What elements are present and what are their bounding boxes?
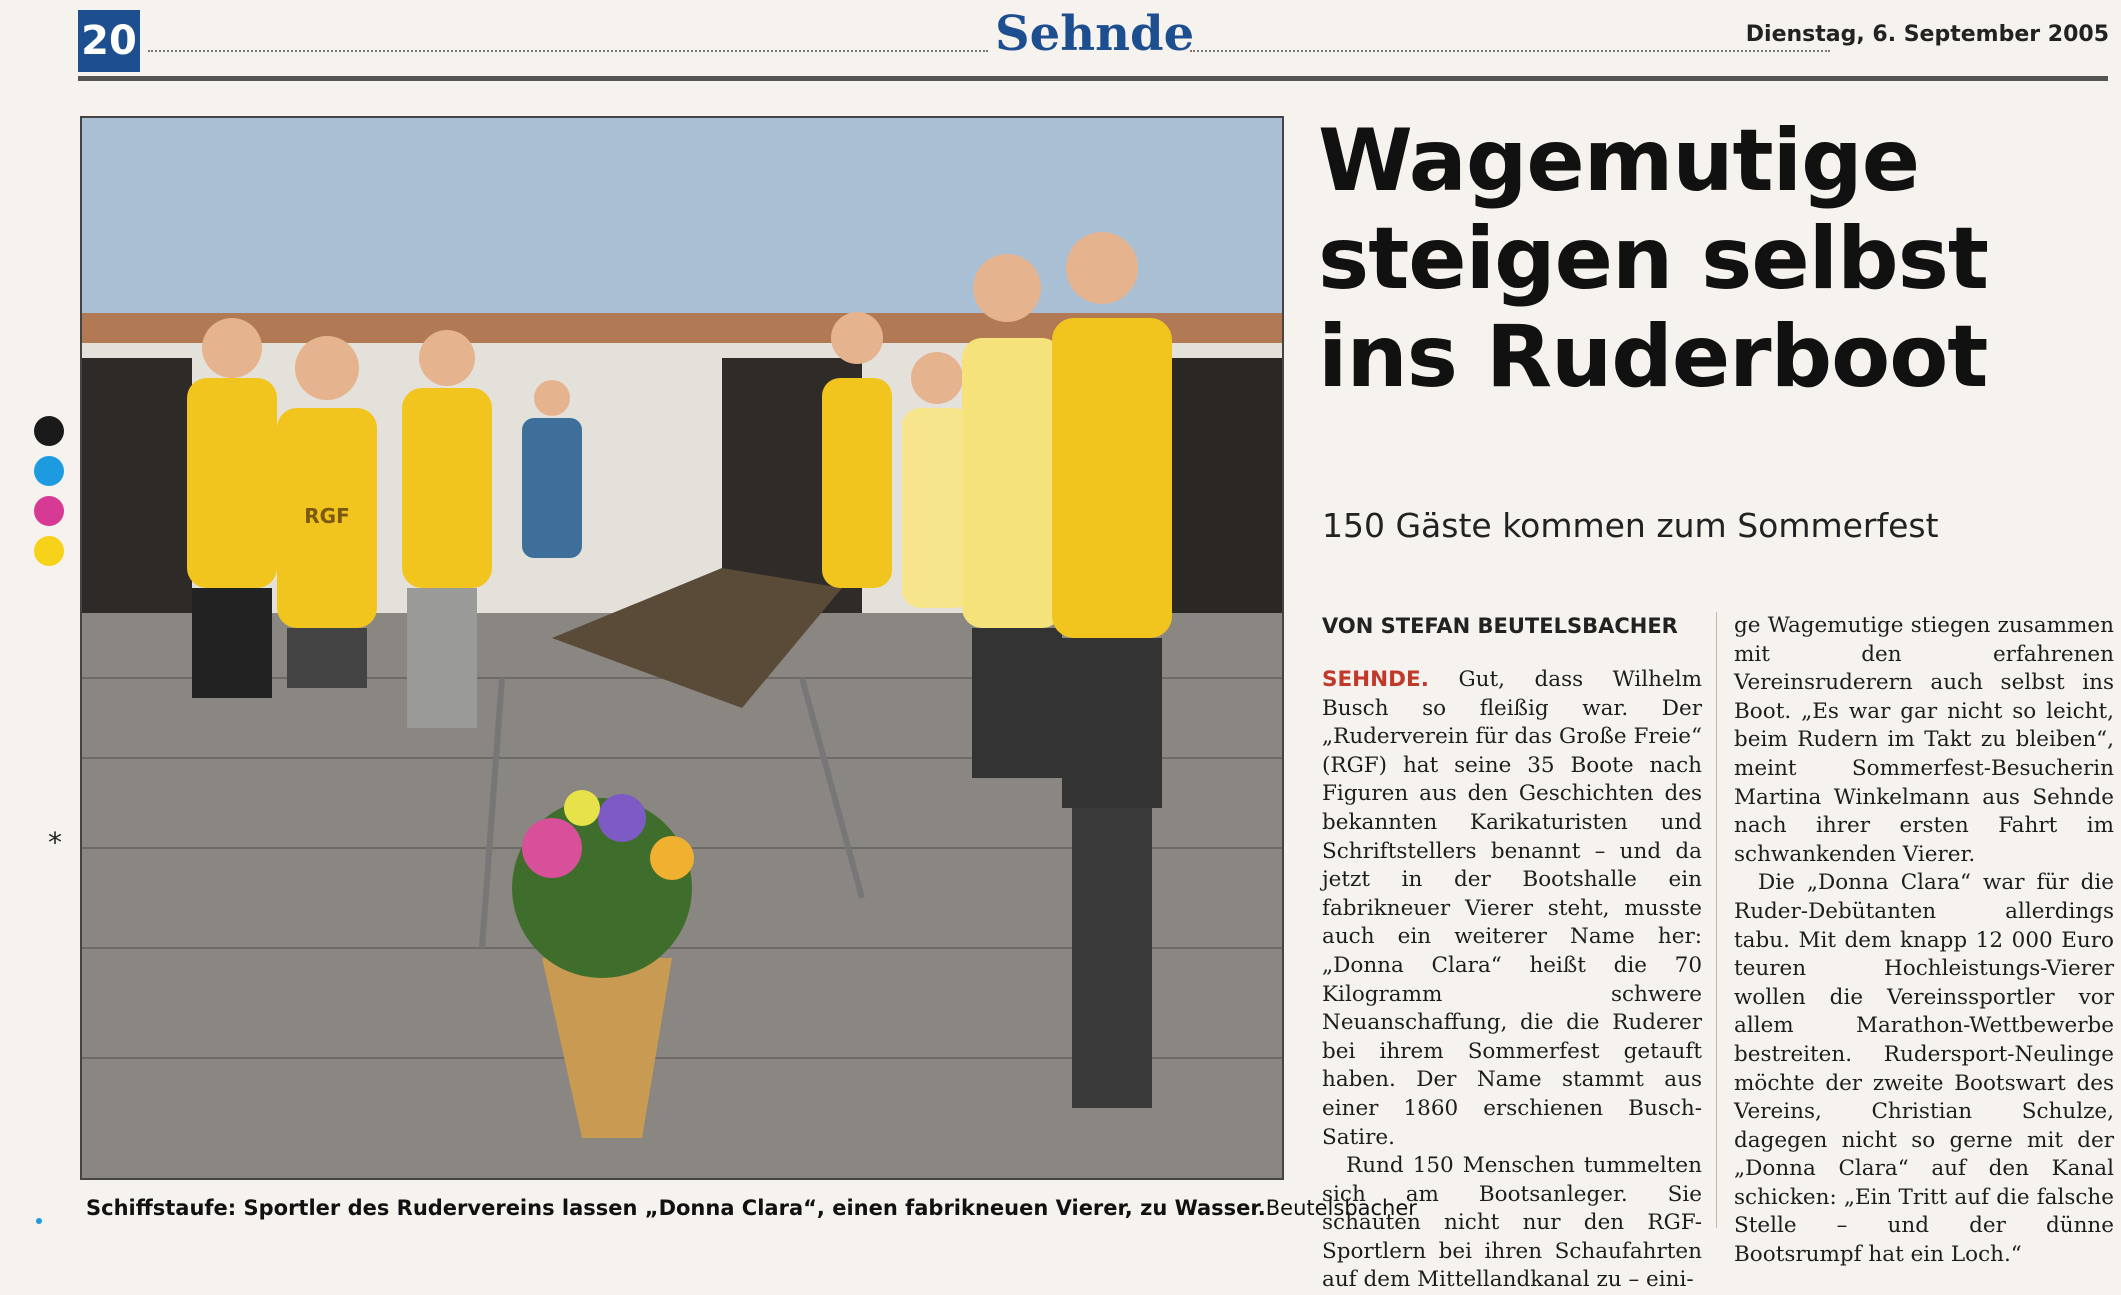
star-mark: * — [48, 826, 62, 859]
shirt-logo-text: RGF — [304, 504, 350, 528]
dateline: SEHNDE. — [1322, 667, 1429, 692]
headline — [1318, 112, 2098, 406]
article-paragraph-1 — [1322, 666, 1702, 1152]
flower-pink — [522, 818, 582, 878]
registration-dot — [36, 1218, 42, 1224]
flower-orange — [650, 836, 694, 880]
article-paragraph-3: ge Wagemutige stiegen zusammen mit den erfahrenen Vereinsruderern auch selbst ins Boot. „Es war gar nicht so leicht, beim Rudern im Takt zu bleiben“, meint Sommerfest-Besucherin Martina Winkelmann aus Sehnde nach ihrer ersten Fahrt im schwankenden Vierer. — [1734, 613, 2114, 867]
header-dotted-rule-right — [1190, 50, 1830, 52]
flower-violet — [598, 794, 646, 842]
byline: VON STEFAN BEUTELSBACHER — [1322, 614, 1678, 638]
registration-mark-cyan — [34, 456, 64, 486]
photo-credit: Beutelsbacher — [1265, 1196, 1417, 1220]
header-rule — [78, 76, 2108, 81]
page-number: 20 — [78, 10, 140, 72]
registration-mark-yellow — [34, 536, 64, 566]
article-paragraph-4: Die „Donna Clara“ war für die Ruder-Debütanten allerdings tabu. Mit dem knapp 12 000 Euro teuren Hochleistungs-Vierer wollen die Vereinssportler vor allem Marathon-Wettbewerbe bestreiten. Rudersport-Neulinge möchte der zweite Bootswart des Vereins, Christian Schulze, dagegen nicht so gerne mit der „Donna Clara“ auf den Kanal schicken: „Ein Tritt auf die falsche Stelle – und der dünne Bootsrumpf hat ein Loch.“ — [1734, 870, 2114, 1268]
photo-illustration — [82, 118, 1282, 1178]
article-photo — [80, 116, 1284, 1180]
headline-line-2: steigen selbst — [1318, 209, 1989, 309]
column-divider — [1716, 612, 1717, 1228]
photo-caption: Schiffstaufe: Sportler des Rudervereins lassen „Donna Clara“, einen fabrikneuen Vierer, zu Wasser. — [86, 1196, 1266, 1220]
article-paragraph-2: Rund 150 Menschen tummelten sich am Bootsanleger. Sie schauten nicht nur den RGF-Sportlern bei ihren Schaufahrten auf dem Mittellandkanal zu – eini- — [1322, 1153, 1702, 1293]
flower-yellow — [564, 790, 600, 826]
subheadline: 150 Gäste kommen zum Sommerfest — [1322, 506, 1939, 545]
issue-date: Dienstag, 6. September 2005 — [1745, 22, 2109, 47]
headline-line-3: ins Ruderboot — [1318, 307, 1988, 407]
registration-mark-black — [34, 416, 64, 446]
section-title: Sehnde — [995, 6, 1195, 62]
article-paragraph-1-text: Gut, dass Wilhelm Busch so fleißig war. Der „Ruderverein für das Große Freie“ (RGF) hat seine 35 Boote nach Figuren aus den Geschichten des bekannten Karikaturisten und Schriftstellers benannt – und da jetzt in der Bootshalle ein fabrikneuer Vierer steht, musste auch ein weiterer Name her: „Donna Clara“ heißt die 70 Kilogramm schwere Neuanschaffung, die die Ruderer bei ihrem Sommerfest getauft haben. Der Name stammt aus einer 1860 erschienen Busch-Satire. — [1322, 667, 1702, 1150]
headline-line-1: Wagemutige — [1318, 111, 1920, 211]
article-column-1 — [1322, 666, 1702, 1295]
header-dotted-rule-left — [148, 50, 988, 52]
photo-caption-row — [86, 1196, 1417, 1220]
registration-mark-magenta — [34, 496, 64, 526]
boathouse-door-left — [82, 358, 192, 613]
article-column-2 — [1734, 612, 2114, 1270]
